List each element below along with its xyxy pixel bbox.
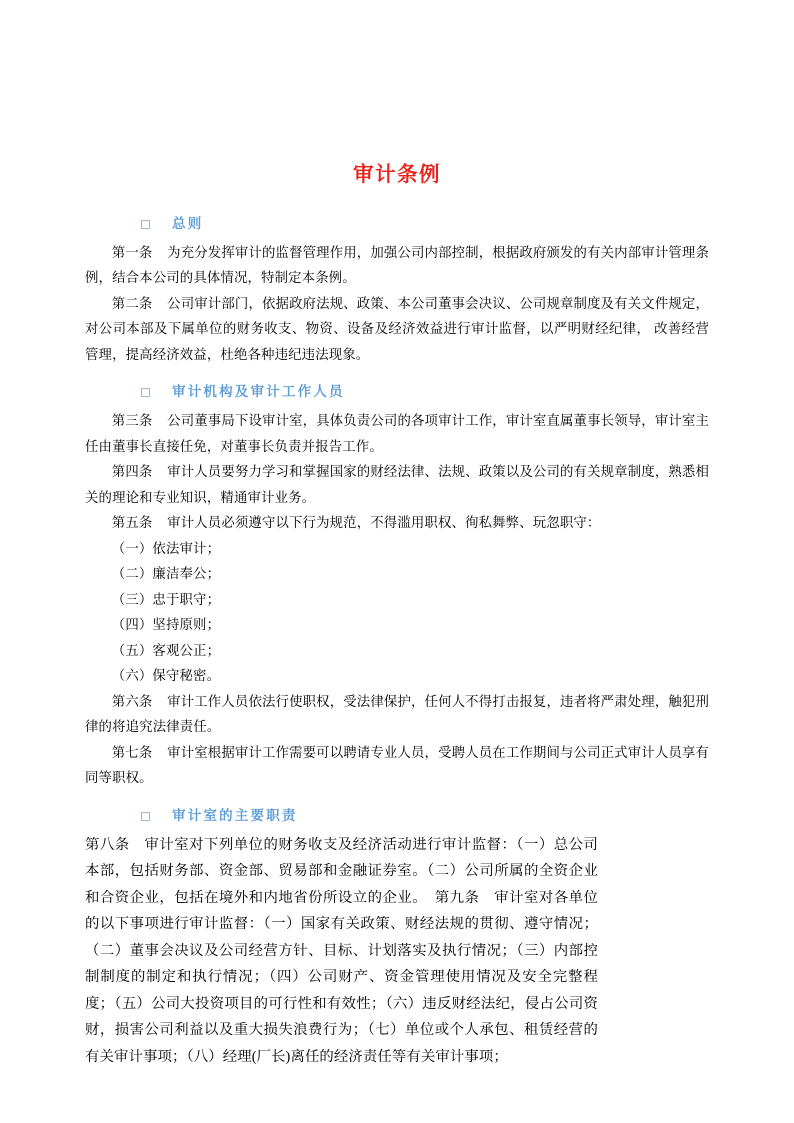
page-title: 审计条例 [353, 164, 441, 186]
article-text: 公司审计部门，依据政府法规、政策、本公司董事会决议、公司规章制度及有关文件规定，对公司本部及下属单位的财务收支、物资、设备及经济效益进行审计监督，以严明财经纪律， 改善经营管理，提高经济效益，杜绝各种违纪违法现象。 [85, 295, 709, 362]
article-number: 第五条 [111, 515, 153, 531]
list-item: （二）廉洁奉公； [111, 566, 221, 582]
article-text: 审计人员要努力学习和掌握国家的财经法律、法规、政策以及公司的有关规章制度，熟悉相关的理论和专业知识，精通审计业务。 [85, 464, 709, 505]
paragraph-article-3 [85, 408, 709, 459]
paragraph-article-2 [85, 291, 709, 368]
article-number: 第二条 [111, 295, 153, 311]
section-heading-label: 总则 [172, 215, 204, 231]
article-text: 审计人员必须遵守以下行为规范，不得滥用职权、徇私舞弊、玩忽职守： [167, 515, 601, 531]
article-number: 第一条 [111, 244, 153, 260]
section-heading-audit-office-duties [85, 805, 709, 828]
article-text: 公司董事局下设审计室，具体负责公司的各项审计工作，审计室直属董事长领导，审计室主任由董事长直接任免，对董事长负责并报告工作。 [85, 413, 709, 454]
article-text: 审计室根据审计工作需要可以聘请专业人员，受聘人员在工作期间与公司正式审计人员享有同等职权。 [85, 744, 709, 786]
section-heading-audit-organization [85, 381, 709, 404]
final-text-block [85, 832, 598, 1071]
paragraph-article-4 [85, 459, 709, 510]
hollow-square-bullet-icon [141, 220, 150, 229]
list-item: （四）坚持原则； [111, 617, 221, 633]
article-text: 审计工作人员依法行使职权，受法律保护，任何人不得打击报复，违者将严肃处理，触犯刑律的将追究法律责任。 [85, 693, 709, 735]
paragraph-article-7 [85, 740, 709, 791]
section-heading-label: 审计室的主要职责 [172, 807, 298, 823]
section-heading-label: 审计机构及审计工作人员 [172, 384, 345, 400]
article-number: 第四条 [111, 464, 153, 480]
paragraph-article-6 [85, 689, 709, 740]
section-heading-general-principles [85, 213, 709, 236]
article-text: 为充分发挥审计的监督管理作用，加强公司内部控制，根据政府颁发的有关内部审计管理条例，结合本公司的具体情况，特制定本条例。 [85, 244, 709, 286]
list-item: （五）客观公正； [111, 642, 221, 658]
paragraph-articles-8-9: 第八条 审计室对下列单位的财务收支及经济活动进行审计监督：（一）总公司本部，包括财务部、资金部、贸易部和金融证券室。（二）公司所属的全资企业和合资企业，包括在境外和内地省份所设立的企业。 第九条 审计室对各单位的以下事项进行审计监督：（一）国家有关政策、财经法规的贯彻、遵守情况；（二）董事会决议及公司经营方针、目标、计划落实及执行情况；（三）内部控制制度的制定和执行情况；（四）公司财产、资金管理使用情况及安全完整程度；（五）公司大投资项目的可行性和有效性；（六）违反财经法纪，侵占公司资财，损害公司利益以及重大损失浪费行为；（七）单位或个人承包、租赁经营的有关审计事项；（八）经理(厂长)离任的经济责任等有关审计事项； [85, 836, 598, 1065]
paragraph-article-1 [85, 240, 709, 291]
paragraph-article-5 [85, 510, 709, 536]
article-number: 第七条 [111, 744, 153, 760]
article-number: 第三条 [111, 413, 153, 429]
hollow-square-bullet-icon [141, 388, 150, 397]
article-number: 第六条 [111, 693, 153, 709]
hollow-square-bullet-icon [141, 812, 150, 821]
list-item: （六）保守秘密。 [111, 668, 221, 684]
list-item: （一）依法审计； [111, 540, 221, 556]
list-item: （三）忠于职守； [111, 591, 221, 607]
